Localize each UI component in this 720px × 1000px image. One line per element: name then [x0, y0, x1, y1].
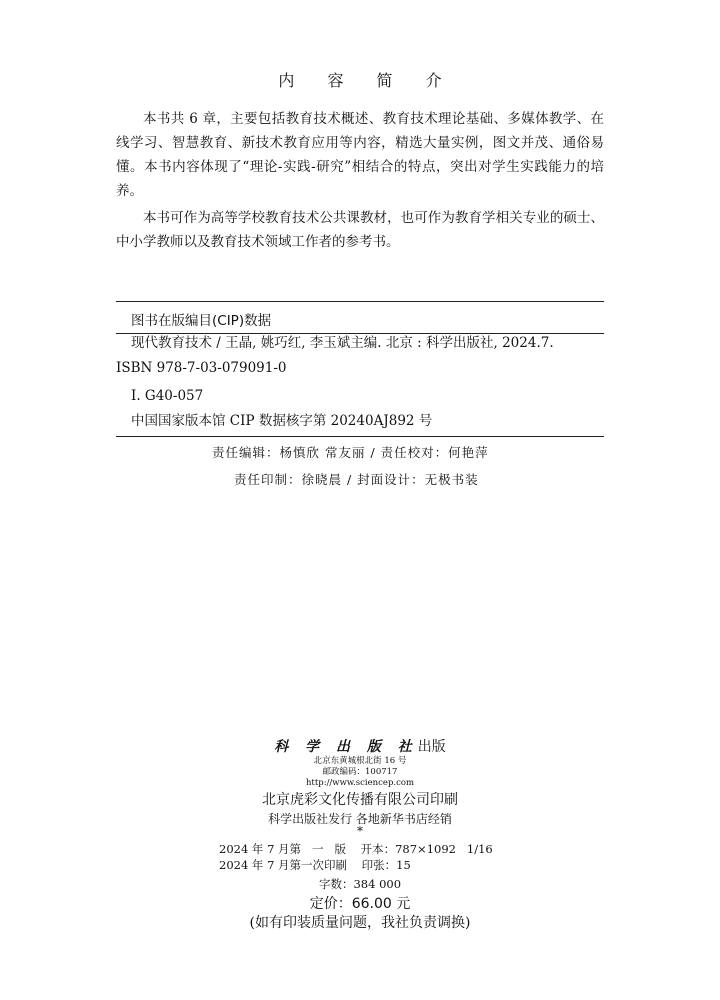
edition-line: 2024 年 7 月第 一 版 开本：787×1092 1/16 [219, 842, 493, 856]
publisher-address: 北京东黄城根北街 16 号 [313, 756, 407, 766]
summary-paragraph-1: 本书共 6 章，主要包括教育技术概述、教育技术理论基础、多媒体教学、在线学习、智慧教育、新技术教育应用等内容，精选大量实例，图文并茂、通俗易懂。本书内容体现了“理论-实践-研究”相结合的特点，突出对学生实践能力的培养。 [116, 111, 604, 199]
publisher-suffix: 出版 [417, 739, 446, 755]
cip-verification-number: 中国国家版本馆 CIP 数据核字第 20240AJ892 号 [131, 413, 433, 429]
printing-line: 2024 年 7 月第一次印刷 印张：15 [219, 858, 411, 872]
cip-top-rule [116, 301, 604, 302]
publisher-name-line [0, 736, 720, 756]
cip-bottom-rule [116, 436, 604, 437]
editors-line-2: 责任印制：徐晓晨 / 封面设计：无极书装 [234, 472, 479, 487]
summary-title: 内 容 简 介 [278, 71, 456, 90]
editors-line-1: 责任编辑：杨慎欣 常友丽 / 责任校对：何艳萍 [212, 445, 489, 460]
cip-isbn: ISBN 978-7-03-079091-0 [116, 360, 287, 376]
separator-star: * [357, 824, 363, 838]
word-count: 字数：384 000 [318, 877, 402, 891]
publisher-website: http://www.sciencep.com [305, 778, 415, 788]
printer-line: 北京虎彩文化传播有限公司印刷 [262, 792, 458, 808]
cip-book-record: 现代教育技术 / 王晶, 姚巧红, 李玉斌主编. 北京 : 科学出版社, 2024.7. [131, 335, 554, 351]
publisher-postcode: 邮政编码：100717 [322, 767, 398, 777]
summary-paragraph-2: 本书可作为高等学校教育技术公共课教材，也可作为教育学相关专业的硕士、中小学教师以及教育技术领域工作者的参考书。 [116, 210, 604, 250]
cip-classification: Ⅰ. G40-057 [131, 388, 204, 404]
publisher-logo-text: 科 学 出 版 社 [274, 739, 418, 755]
quality-notice: (如有印装质量问题，我社负责调换) [249, 915, 471, 931]
cip-heading: 图书在版编目(CIP)数据 [131, 313, 272, 329]
price: 定价：66.00 元 [309, 896, 411, 912]
distribution-line: 科学出版社发行 各地新华书店经销 [268, 812, 452, 826]
